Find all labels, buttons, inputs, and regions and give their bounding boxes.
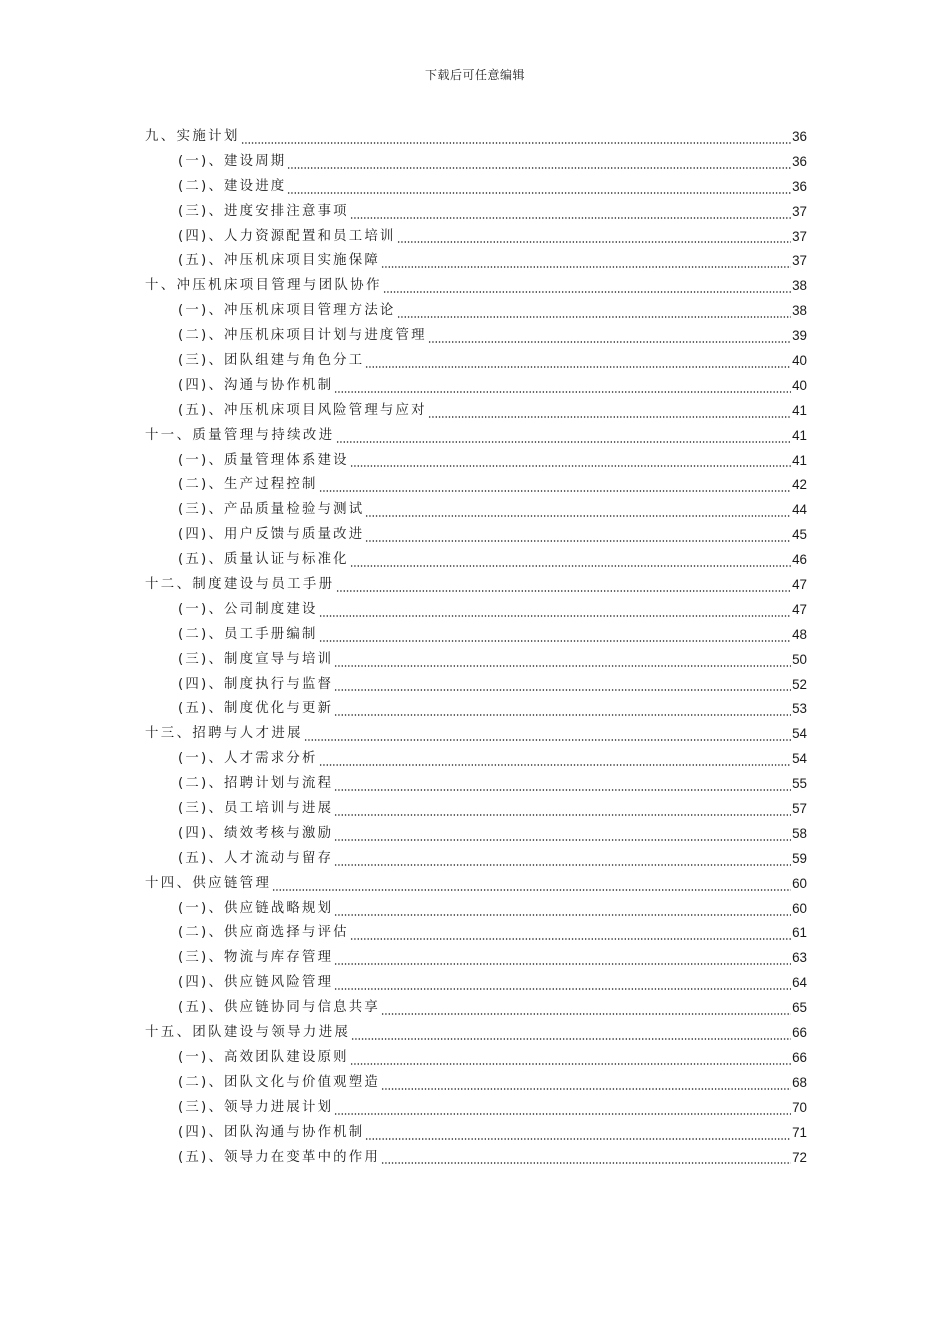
toc-section-link[interactable] xyxy=(145,673,807,698)
toc-page-number: 50 xyxy=(792,651,807,667)
toc-chapter-link[interactable] xyxy=(145,872,807,897)
toc-page-number: 61 xyxy=(792,925,807,941)
toc-page-number: 64 xyxy=(792,975,807,991)
toc-page-number: 37 xyxy=(792,203,807,219)
toc-entry-title: (二)、员工手册编制 xyxy=(178,626,318,642)
toc-dot-leader xyxy=(350,1063,791,1065)
toc-entry-title: (五)、冲压机床项目风险管理与应对 xyxy=(178,402,427,418)
toc-entry-title: (五)、冲压机床项目实施保障 xyxy=(178,253,380,269)
toc-entry-title: (一)、公司制度建设 xyxy=(178,601,318,617)
toc-section-link[interactable] xyxy=(145,1096,807,1121)
toc-dot-leader xyxy=(381,1088,791,1090)
toc-entry-title: 十四、供应链管理 xyxy=(145,875,272,891)
toc-dot-leader xyxy=(334,839,791,841)
toc-chapter-link[interactable] xyxy=(145,424,807,449)
toc-page-number: 59 xyxy=(792,850,807,866)
toc-section-link[interactable] xyxy=(145,946,807,971)
toc-section-link[interactable] xyxy=(145,1046,807,1071)
toc-chapter-link[interactable] xyxy=(145,722,807,747)
toc-section-link[interactable] xyxy=(145,150,807,175)
toc-page-number: 71 xyxy=(792,1124,807,1140)
toc-dot-leader xyxy=(334,689,791,691)
toc-entry-title: (一)、供应链战略规划 xyxy=(178,900,334,916)
toc-entry-title: (五)、领导力在变革中的作用 xyxy=(178,1149,380,1165)
toc-section-link[interactable] xyxy=(145,523,807,548)
toc-entry-title: (三)、员工培训与进展 xyxy=(178,801,334,817)
toc-section-link[interactable] xyxy=(145,1146,807,1171)
toc-section-link[interactable] xyxy=(145,349,807,374)
toc-dot-leader xyxy=(428,341,791,343)
toc-section-link[interactable] xyxy=(145,996,807,1021)
toc-dot-leader xyxy=(334,963,791,965)
toc-page-number: 58 xyxy=(792,825,807,841)
toc-chapter-link[interactable] xyxy=(145,1021,807,1046)
toc-dot-leader xyxy=(381,1162,791,1164)
toc-entry-title: (五)、人才流动与留存 xyxy=(178,850,334,866)
toc-dot-leader xyxy=(350,565,791,567)
toc-entry-title: 十五、团队建设与领导力进展 xyxy=(145,1025,351,1041)
toc-section-link[interactable] xyxy=(145,324,807,349)
toc-entry-title: (五)、供应链协同与信息共享 xyxy=(178,1000,380,1016)
toc-dot-leader xyxy=(381,1013,791,1015)
toc-dot-leader xyxy=(351,1038,791,1040)
toc-section-link[interactable] xyxy=(145,797,807,822)
toc-dot-leader xyxy=(334,1113,791,1115)
toc-entry-title: (三)、产品质量检验与测试 xyxy=(178,502,365,518)
toc-page-number: 54 xyxy=(792,751,807,767)
toc-page-number: 63 xyxy=(792,950,807,966)
toc-page-number: 54 xyxy=(792,726,807,742)
toc-entry-title: (二)、冲压机床项目计划与进度管理 xyxy=(178,328,427,344)
toc-section-link[interactable] xyxy=(145,449,807,474)
toc-page-number: 46 xyxy=(792,552,807,568)
toc-entry-title: (一)、人才需求分析 xyxy=(178,751,318,767)
toc-entry-title: (五)、制度优化与更新 xyxy=(178,701,334,717)
toc-page-number: 55 xyxy=(792,776,807,792)
toc-dot-leader xyxy=(319,764,792,766)
toc-dot-leader xyxy=(365,1138,791,1140)
toc-page-number: 37 xyxy=(792,228,807,244)
toc-section-link[interactable] xyxy=(145,175,807,200)
toc-page-number: 66 xyxy=(792,1049,807,1065)
table-of-contents xyxy=(145,125,807,1170)
toc-dot-leader xyxy=(336,441,792,443)
toc-entry-title: (三)、进度安排注意事项 xyxy=(178,203,349,219)
toc-page-number: 41 xyxy=(792,452,807,468)
toc-dot-leader xyxy=(365,515,791,517)
toc-section-link[interactable] xyxy=(145,648,807,673)
toc-dot-leader xyxy=(365,540,791,542)
toc-dot-leader xyxy=(350,217,791,219)
toc-page-number: 36 xyxy=(792,153,807,169)
toc-dot-leader xyxy=(287,192,791,194)
toc-page-number: 38 xyxy=(792,303,807,319)
toc-page-number: 48 xyxy=(792,626,807,642)
toc-dot-leader xyxy=(334,391,791,393)
toc-dot-leader xyxy=(350,465,791,467)
toc-entry-title: (四)、团队沟通与协作机制 xyxy=(178,1124,365,1140)
toc-dot-leader xyxy=(397,241,792,243)
toc-page-number: 52 xyxy=(792,676,807,692)
toc-section-link[interactable] xyxy=(145,473,807,498)
toc-page-number: 42 xyxy=(792,477,807,493)
toc-dot-leader xyxy=(334,665,791,667)
toc-page-number: 45 xyxy=(792,527,807,543)
toc-section-link[interactable] xyxy=(145,1071,807,1096)
toc-section-link[interactable] xyxy=(145,747,807,772)
toc-dot-leader xyxy=(334,789,791,791)
toc-dot-leader xyxy=(350,938,791,940)
toc-entry-title: (一)、高效团队建设原则 xyxy=(178,1049,349,1065)
toc-entry-title: (四)、人力资源配置和员工培训 xyxy=(178,228,396,244)
toc-section-link[interactable] xyxy=(145,374,807,399)
toc-dot-leader xyxy=(319,640,792,642)
toc-entry-title: 十一、质量管理与持续改进 xyxy=(145,427,335,443)
toc-section-link[interactable] xyxy=(145,498,807,523)
toc-page-number: 36 xyxy=(792,178,807,194)
toc-entry-title: (三)、制度宣导与培训 xyxy=(178,651,334,667)
toc-entry-title: (四)、绩效考核与激励 xyxy=(178,825,334,841)
toc-section-link[interactable] xyxy=(145,1121,807,1146)
toc-dot-leader xyxy=(319,615,792,617)
toc-chapter-link[interactable] xyxy=(145,125,807,150)
toc-entry-title: 十二、制度建设与员工手册 xyxy=(145,577,335,593)
toc-section-link[interactable] xyxy=(145,772,807,797)
toc-dot-leader xyxy=(334,814,791,816)
toc-section-link[interactable] xyxy=(145,200,807,225)
toc-page-number: 66 xyxy=(792,1025,807,1041)
toc-entry-title: (三)、团队组建与角色分工 xyxy=(178,353,365,368)
toc-dot-leader xyxy=(304,739,791,741)
toc-page-number: 60 xyxy=(792,875,807,891)
toc-dot-leader xyxy=(381,266,791,268)
toc-entry-title: 九、实施计划 xyxy=(145,128,240,144)
toc-entry-title: (二)、团队文化与价值观塑造 xyxy=(178,1074,380,1090)
toc-section-link[interactable] xyxy=(145,897,807,922)
toc-page-number: 44 xyxy=(792,502,807,518)
toc-page-number: 37 xyxy=(792,253,807,269)
toc-page-number: 47 xyxy=(792,601,807,617)
toc-dot-leader xyxy=(397,316,792,318)
toc-dot-leader xyxy=(241,142,791,144)
toc-dot-leader xyxy=(287,167,791,169)
toc-entry-title: 十三、招聘与人才进展 xyxy=(145,726,303,742)
toc-page-number: 38 xyxy=(792,278,807,294)
toc-page-number: 36 xyxy=(792,128,807,144)
toc-section-link[interactable] xyxy=(145,399,807,424)
toc-section-link[interactable] xyxy=(145,822,807,847)
page-header: 下载后可任意编辑 xyxy=(424,68,525,82)
toc-dot-leader xyxy=(319,490,792,492)
toc-page-number: 57 xyxy=(792,801,807,817)
toc-entry-title: (四)、沟通与协作机制 xyxy=(178,377,334,393)
toc-entry-title: (二)、供应商选择与评估 xyxy=(178,925,349,941)
toc-section-link[interactable] xyxy=(145,548,807,573)
toc-entry-title: (一)、建设周期 xyxy=(178,153,287,169)
toc-page-number: 68 xyxy=(792,1074,807,1090)
toc-dot-leader xyxy=(365,366,791,368)
toc-entry-title: (二)、招聘计划与流程 xyxy=(178,776,334,792)
toc-dot-leader xyxy=(334,864,791,866)
toc-entry-title: (四)、用户反馈与质量改进 xyxy=(178,527,365,543)
toc-entry-title: (二)、生产过程控制 xyxy=(178,477,318,493)
toc-dot-leader xyxy=(334,714,791,716)
toc-dot-leader xyxy=(383,291,791,293)
toc-dot-leader xyxy=(334,988,791,990)
toc-page-number: 70 xyxy=(792,1099,807,1115)
toc-chapter-link[interactable] xyxy=(145,573,807,598)
toc-entry-title: (三)、领导力进展计划 xyxy=(178,1099,334,1115)
toc-entry-title: (一)、冲压机床项目管理方法论 xyxy=(178,303,396,319)
toc-entry-title: 十、冲压机床项目管理与团队协作 xyxy=(145,278,382,294)
toc-entry-title: (五)、质量认证与标准化 xyxy=(178,552,349,568)
toc-page-number: 41 xyxy=(792,402,807,418)
toc-chapter-link[interactable] xyxy=(145,274,807,299)
toc-page-number: 41 xyxy=(792,427,807,443)
toc-page-number: 40 xyxy=(792,377,807,393)
toc-dot-leader xyxy=(336,590,792,592)
toc-entry-title: (二)、建设进度 xyxy=(178,178,287,194)
toc-page-number: 60 xyxy=(792,900,807,916)
toc-section-link[interactable] xyxy=(145,299,807,324)
toc-section-link[interactable] xyxy=(145,847,807,872)
toc-entry-title: (四)、制度执行与监督 xyxy=(178,676,334,692)
toc-dot-leader xyxy=(272,889,791,891)
toc-entry-title: (三)、物流与库存管理 xyxy=(178,950,334,966)
toc-section-link[interactable] xyxy=(145,922,807,947)
toc-page-number: 40 xyxy=(792,353,807,368)
toc-dot-leader xyxy=(428,416,791,418)
toc-section-link[interactable] xyxy=(145,598,807,623)
toc-section-link[interactable] xyxy=(145,249,807,274)
toc-entry-title: (一)、质量管理体系建设 xyxy=(178,452,349,468)
toc-entry-title: (四)、供应链风险管理 xyxy=(178,975,334,991)
toc-page-number: 65 xyxy=(792,1000,807,1016)
toc-section-link[interactable] xyxy=(145,697,807,722)
toc-section-link[interactable] xyxy=(145,971,807,996)
toc-page-number: 47 xyxy=(792,577,807,593)
toc-page-number: 39 xyxy=(792,328,807,344)
toc-page-number: 53 xyxy=(792,701,807,717)
toc-section-link[interactable] xyxy=(145,623,807,648)
toc-dot-leader xyxy=(334,914,791,916)
toc-section-link[interactable] xyxy=(145,225,807,250)
toc-page-number: 72 xyxy=(792,1149,807,1165)
